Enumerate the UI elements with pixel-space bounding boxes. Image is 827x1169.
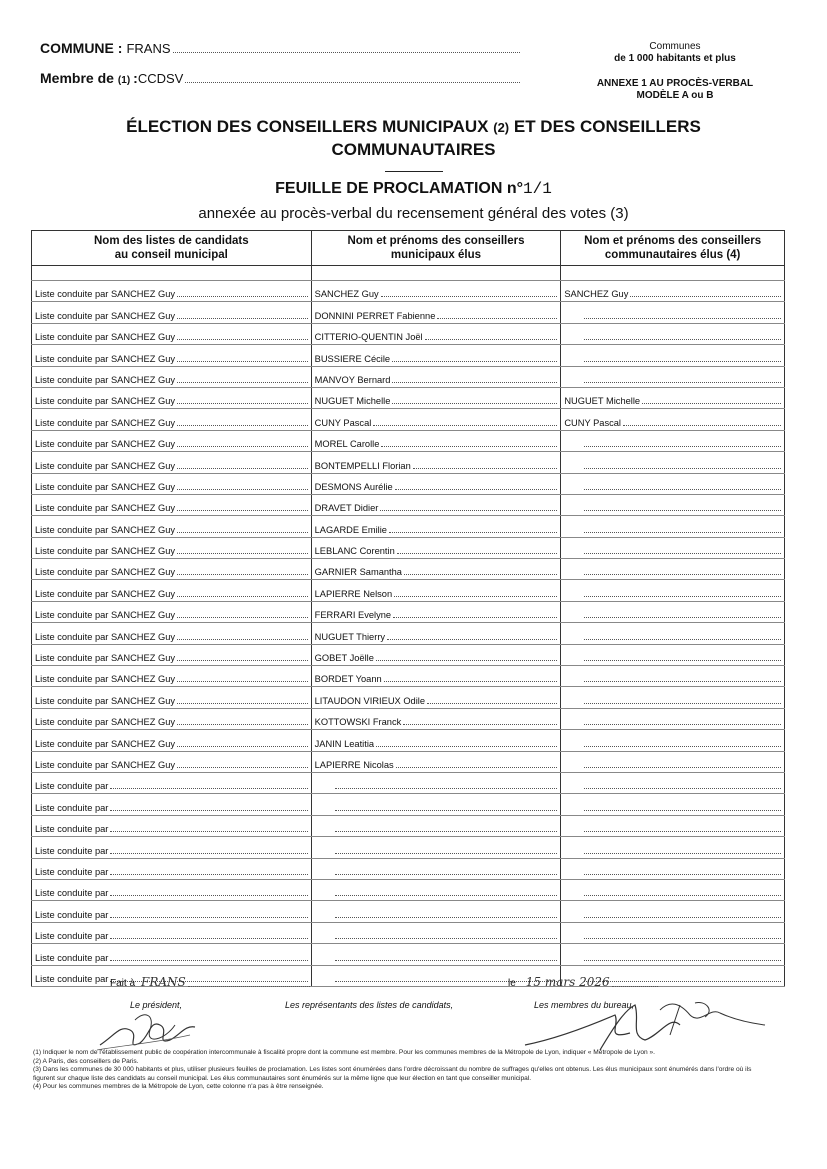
list-text: Liste conduite par	[35, 845, 109, 856]
cell-communautaire	[561, 281, 785, 302]
municipal-text: BUSSIERE Cécile	[314, 353, 391, 364]
cell-communautaire	[561, 623, 785, 644]
list-text: Liste conduite par	[35, 909, 109, 920]
commune-value: FRANS	[126, 41, 171, 56]
commune-label: COMMUNE :	[40, 40, 123, 56]
cell-list	[32, 473, 312, 494]
municipal-text: LAPIERRE Nicolas	[314, 759, 394, 770]
communes-block	[590, 41, 760, 65]
cell-municipal	[311, 944, 561, 965]
cell-municipal	[311, 858, 561, 879]
municipal-text: GOBET Joëlle	[314, 653, 374, 664]
list-text: Liste conduite par SANCHEZ Guy	[35, 481, 176, 492]
cell-municipal	[311, 666, 561, 687]
list-text: Liste conduite par	[35, 973, 109, 984]
list-text: Liste conduite par	[35, 824, 109, 835]
municipal-text: FERRARI Evelyne	[314, 610, 392, 621]
cell-communautaire	[561, 687, 785, 708]
cell-communautaire	[561, 858, 785, 879]
communautaire-text: CUNY Pascal	[564, 417, 621, 428]
list-text: Liste conduite par	[35, 781, 109, 792]
feuille-number: 1/1	[523, 180, 552, 198]
municipal-text: LEBLANC Corentin	[314, 546, 395, 557]
cell-communautaire	[561, 644, 785, 665]
cell-municipal	[311, 409, 561, 430]
cell-municipal	[311, 922, 561, 943]
president-label: Le président,	[130, 1000, 183, 1010]
commune-line	[40, 40, 520, 56]
cell-municipal	[311, 815, 561, 836]
cell-communautaire	[561, 452, 785, 473]
footnote-1: (1) Indiquer le nom de l'établissement public de coopération intercommunale à fiscalité propre dont la commune est membre. Pour les communes membres de la Métropole de Lyon, indiquer « Métropole de Lyon ».	[33, 1049, 656, 1056]
cell-list	[32, 901, 312, 922]
list-text: Liste conduite par SANCHEZ Guy	[35, 396, 176, 407]
cell-communautaire	[561, 537, 785, 558]
cell-municipal	[311, 281, 561, 302]
table-row	[32, 323, 785, 344]
table-row	[32, 879, 785, 900]
cell-list	[32, 323, 312, 344]
table-row	[32, 623, 785, 644]
cell-list	[32, 623, 312, 644]
cell-communautaire	[561, 708, 785, 729]
list-text: Liste conduite par SANCHEZ Guy	[35, 717, 176, 728]
header-municipal: Nom et prénoms des conseillers municipaux élus	[311, 231, 561, 266]
municipal-text: DONNINI PERRET Fabienne	[314, 310, 436, 321]
table-row	[32, 452, 785, 473]
footnote-4: (4) Pour les communes membres de la Métropole de Lyon, cette colonne n'a pas à être renseignée.	[33, 1083, 324, 1091]
table-row	[32, 922, 785, 943]
cell-municipal	[311, 430, 561, 451]
table-row	[32, 751, 785, 772]
table-row	[32, 494, 785, 515]
cell-list	[32, 387, 312, 408]
title-divider	[385, 171, 443, 172]
list-text: Liste conduite par	[35, 931, 109, 942]
cell-municipal	[311, 345, 561, 366]
list-text: Liste conduite par SANCHEZ Guy	[35, 610, 176, 621]
table-row	[32, 794, 785, 815]
cell-list	[32, 494, 312, 515]
municipal-text: CITTERIO-QUENTIN Joël	[314, 332, 423, 343]
cell-municipal	[311, 494, 561, 515]
president-signature	[95, 1005, 205, 1055]
title-line1-a: ÉLECTION DES CONSEILLERS MUNICIPAUX	[126, 117, 489, 136]
list-text: Liste conduite par	[35, 866, 109, 877]
cell-municipal	[311, 387, 561, 408]
list-text: Liste conduite par SANCHEZ Guy	[35, 289, 176, 300]
table-row	[32, 815, 785, 836]
table-row	[32, 901, 785, 922]
cell-communautaire	[561, 751, 785, 772]
cell-list	[32, 687, 312, 708]
municipal-text: GARNIER Samantha	[314, 567, 402, 578]
list-text: Liste conduite par SANCHEZ Guy	[35, 546, 176, 557]
list-text: Liste conduite par SANCHEZ Guy	[35, 738, 176, 749]
table-row	[32, 409, 785, 430]
list-text: Liste conduite par SANCHEZ Guy	[35, 374, 176, 385]
list-text: Liste conduite par SANCHEZ Guy	[35, 332, 176, 343]
municipal-text: SANCHEZ Guy	[314, 289, 379, 300]
communautaire-text: NUGUET Michelle	[564, 396, 641, 407]
cell-communautaire	[561, 387, 785, 408]
table-row	[32, 366, 785, 387]
table-row	[32, 708, 785, 729]
cell-list	[32, 580, 312, 601]
communes-line1: Communes	[649, 41, 701, 52]
cell-municipal	[311, 302, 561, 323]
table-row	[32, 580, 785, 601]
cell-municipal	[311, 901, 561, 922]
cell-communautaire	[561, 944, 785, 965]
membre-line	[40, 70, 520, 86]
representants-label: Les représentants des listes de candidats,	[285, 1000, 454, 1010]
table-row	[32, 559, 785, 580]
feuille-label: FEUILLE DE PROCLAMATION n°	[275, 180, 524, 197]
cell-list	[32, 772, 312, 793]
annexe-line1: ANNEXE 1 AU PROCÈS-VERBAL	[596, 78, 754, 89]
list-text: Liste conduite par	[35, 952, 109, 963]
page-title	[0, 116, 827, 161]
communes-line2: de 1 000 habitants et plus	[614, 53, 736, 64]
cell-communautaire	[561, 494, 785, 515]
list-text: Liste conduite par SANCHEZ Guy	[35, 567, 176, 578]
table-row	[32, 687, 785, 708]
fait-line	[110, 975, 310, 989]
title-line1-b: ET DES CONSEILLERS	[513, 117, 701, 136]
table-row	[32, 730, 785, 751]
table-row	[32, 644, 785, 665]
table-row	[32, 387, 785, 408]
municipal-text: LAPIERRE Nelson	[314, 588, 393, 599]
cell-list	[32, 858, 312, 879]
cell-communautaire	[561, 323, 785, 344]
cell-communautaire	[561, 601, 785, 622]
cell-municipal	[311, 323, 561, 344]
membre-ref: (1)	[117, 75, 131, 86]
title-line1-ref: (2)	[493, 120, 510, 135]
cell-list	[32, 537, 312, 558]
cell-communautaire	[561, 837, 785, 858]
cell-communautaire	[561, 772, 785, 793]
cell-communautaire	[561, 794, 785, 815]
cell-list	[32, 644, 312, 665]
table-row	[32, 430, 785, 451]
cell-communautaire	[561, 366, 785, 387]
membres-label: Les membres du bureau,	[534, 1000, 635, 1010]
municipal-text: NUGUET Michelle	[314, 396, 391, 407]
cell-communautaire	[561, 345, 785, 366]
cell-list	[32, 751, 312, 772]
cell-communautaire	[561, 666, 785, 687]
footnote-3: (3) Dans les communes de 30 000 habitants et plus, utiliser plusieurs feuilles de proclamation. Les listes sont énumérées dans l'ordre décroissant du nombre de suffrages qu'elles ont obtenus. Les élus municipaux sont énumérés dans l'ordre où ils figurent sur chaque liste des candidats au conseil municipal. Les élus communautaires sont énumérés sur la même ligne que leur élection en tant que conseiller municipal.	[33, 1066, 752, 1082]
municipal-text: CUNY Pascal	[314, 417, 372, 428]
membre-label: Membre de	[40, 70, 114, 86]
cell-municipal	[311, 559, 561, 580]
cell-list	[32, 730, 312, 751]
table-row	[32, 516, 785, 537]
cell-communautaire	[561, 409, 785, 430]
cell-list	[32, 430, 312, 451]
cell-list	[32, 601, 312, 622]
list-text: Liste conduite par SANCHEZ Guy	[35, 759, 176, 770]
membre-colon: :	[133, 70, 138, 86]
cell-municipal	[311, 366, 561, 387]
cell-communautaire	[561, 580, 785, 601]
cell-municipal	[311, 772, 561, 793]
list-text: Liste conduite par SANCHEZ Guy	[35, 417, 176, 428]
table-row	[32, 944, 785, 965]
cell-communautaire	[561, 302, 785, 323]
cell-list	[32, 837, 312, 858]
feuille-title	[0, 178, 827, 200]
list-text: Liste conduite par SANCHEZ Guy	[35, 653, 176, 664]
table-row	[32, 858, 785, 879]
table-row	[32, 281, 785, 302]
cell-list	[32, 944, 312, 965]
table-row	[32, 302, 785, 323]
municipal-text: BONTEMPELLI Florian	[314, 460, 411, 471]
municipal-text: KOTTOWSKI Franck	[314, 717, 402, 728]
proclamation-table	[31, 230, 785, 987]
list-text: Liste conduite par SANCHEZ Guy	[35, 310, 176, 321]
cell-communautaire	[561, 730, 785, 751]
table-row	[32, 537, 785, 558]
membres-signatures	[520, 995, 770, 1055]
cell-communautaire	[561, 901, 785, 922]
list-text: Liste conduite par SANCHEZ Guy	[35, 439, 176, 450]
cell-communautaire	[561, 815, 785, 836]
cell-communautaire	[561, 922, 785, 943]
cell-list	[32, 794, 312, 815]
footnotes	[33, 1049, 771, 1092]
cell-communautaire	[561, 430, 785, 451]
cell-municipal	[311, 687, 561, 708]
municipal-text: MANVOY Bernard	[314, 374, 391, 385]
communautaire-text: SANCHEZ Guy	[564, 289, 629, 300]
cell-municipal	[311, 580, 561, 601]
table-row	[32, 345, 785, 366]
municipal-text: JANIN Leatitia	[314, 738, 375, 749]
date-line	[508, 975, 658, 989]
cell-list	[32, 708, 312, 729]
cell-list	[32, 302, 312, 323]
list-text: Liste conduite par	[35, 888, 109, 899]
table-header-row	[32, 231, 785, 266]
list-text: Liste conduite par SANCHEZ Guy	[35, 588, 176, 599]
cell-communautaire	[561, 473, 785, 494]
list-text: Liste conduite par	[35, 802, 109, 813]
cell-municipal	[311, 730, 561, 751]
title-line2: COMMUNAUTAIRES	[331, 140, 496, 159]
cell-municipal	[311, 623, 561, 644]
le-label: le	[508, 978, 516, 989]
fait-label: Fait à	[110, 978, 136, 989]
annexee-subtitle: annexée au procès-verbal du recensement général des votes (3)	[198, 205, 629, 222]
cell-list	[32, 366, 312, 387]
cell-municipal	[311, 473, 561, 494]
membre-value: CCDSV	[137, 71, 184, 86]
cell-list	[32, 666, 312, 687]
cell-list	[32, 281, 312, 302]
municipal-text: LITAUDON VIRIEUX Odile	[314, 695, 426, 706]
cell-municipal	[311, 708, 561, 729]
list-text: Liste conduite par SANCHEZ Guy	[35, 631, 176, 642]
list-text: Liste conduite par SANCHEZ Guy	[35, 460, 176, 471]
cell-list	[32, 815, 312, 836]
cell-list	[32, 345, 312, 366]
footnote-2: (2) A Paris, des conseillers de Paris.	[33, 1057, 139, 1065]
table-row	[32, 473, 785, 494]
cell-municipal	[311, 601, 561, 622]
table-row	[32, 837, 785, 858]
cell-municipal	[311, 644, 561, 665]
cell-municipal	[311, 516, 561, 537]
cell-municipal	[311, 537, 561, 558]
municipal-text: LAGARDE Emilie	[314, 524, 387, 535]
municipal-text: NUGUET Thierry	[314, 631, 386, 642]
cell-municipal	[311, 837, 561, 858]
municipal-text: BORDET Yoann	[314, 674, 382, 685]
cell-list	[32, 879, 312, 900]
table-row	[32, 772, 785, 793]
annexe-line2: MODÈLE A ou B	[636, 90, 714, 101]
cell-municipal	[311, 452, 561, 473]
cell-communautaire	[561, 559, 785, 580]
cell-communautaire	[561, 879, 785, 900]
cell-list	[32, 452, 312, 473]
list-text: Liste conduite par SANCHEZ Guy	[35, 524, 176, 535]
cell-list	[32, 409, 312, 430]
cell-municipal	[311, 751, 561, 772]
list-text: Liste conduite par SANCHEZ Guy	[35, 353, 176, 364]
municipal-text: DESMONS Aurélie	[314, 481, 393, 492]
list-text: Liste conduite par SANCHEZ Guy	[35, 503, 176, 514]
municipal-text: MOREL Carolle	[314, 439, 380, 450]
table-row	[32, 601, 785, 622]
cell-list	[32, 922, 312, 943]
date-value: 15 mars 2026	[525, 975, 610, 989]
municipal-text: DRAVET Didier	[314, 503, 379, 514]
cell-municipal	[311, 879, 561, 900]
cell-communautaire	[561, 516, 785, 537]
annexe-block	[580, 78, 770, 102]
header-communautaire: Nom et prénoms des conseillers communautaires élus (4)	[561, 231, 785, 266]
table-row	[32, 666, 785, 687]
list-text: Liste conduite par SANCHEZ Guy	[35, 674, 176, 685]
header-lists: Nom des listes de candidats au conseil municipal	[32, 231, 312, 266]
cell-municipal	[311, 794, 561, 815]
fait-place: FRANS	[141, 975, 186, 989]
cell-list	[32, 516, 312, 537]
list-text: Liste conduite par SANCHEZ Guy	[35, 695, 176, 706]
cell-list	[32, 559, 312, 580]
